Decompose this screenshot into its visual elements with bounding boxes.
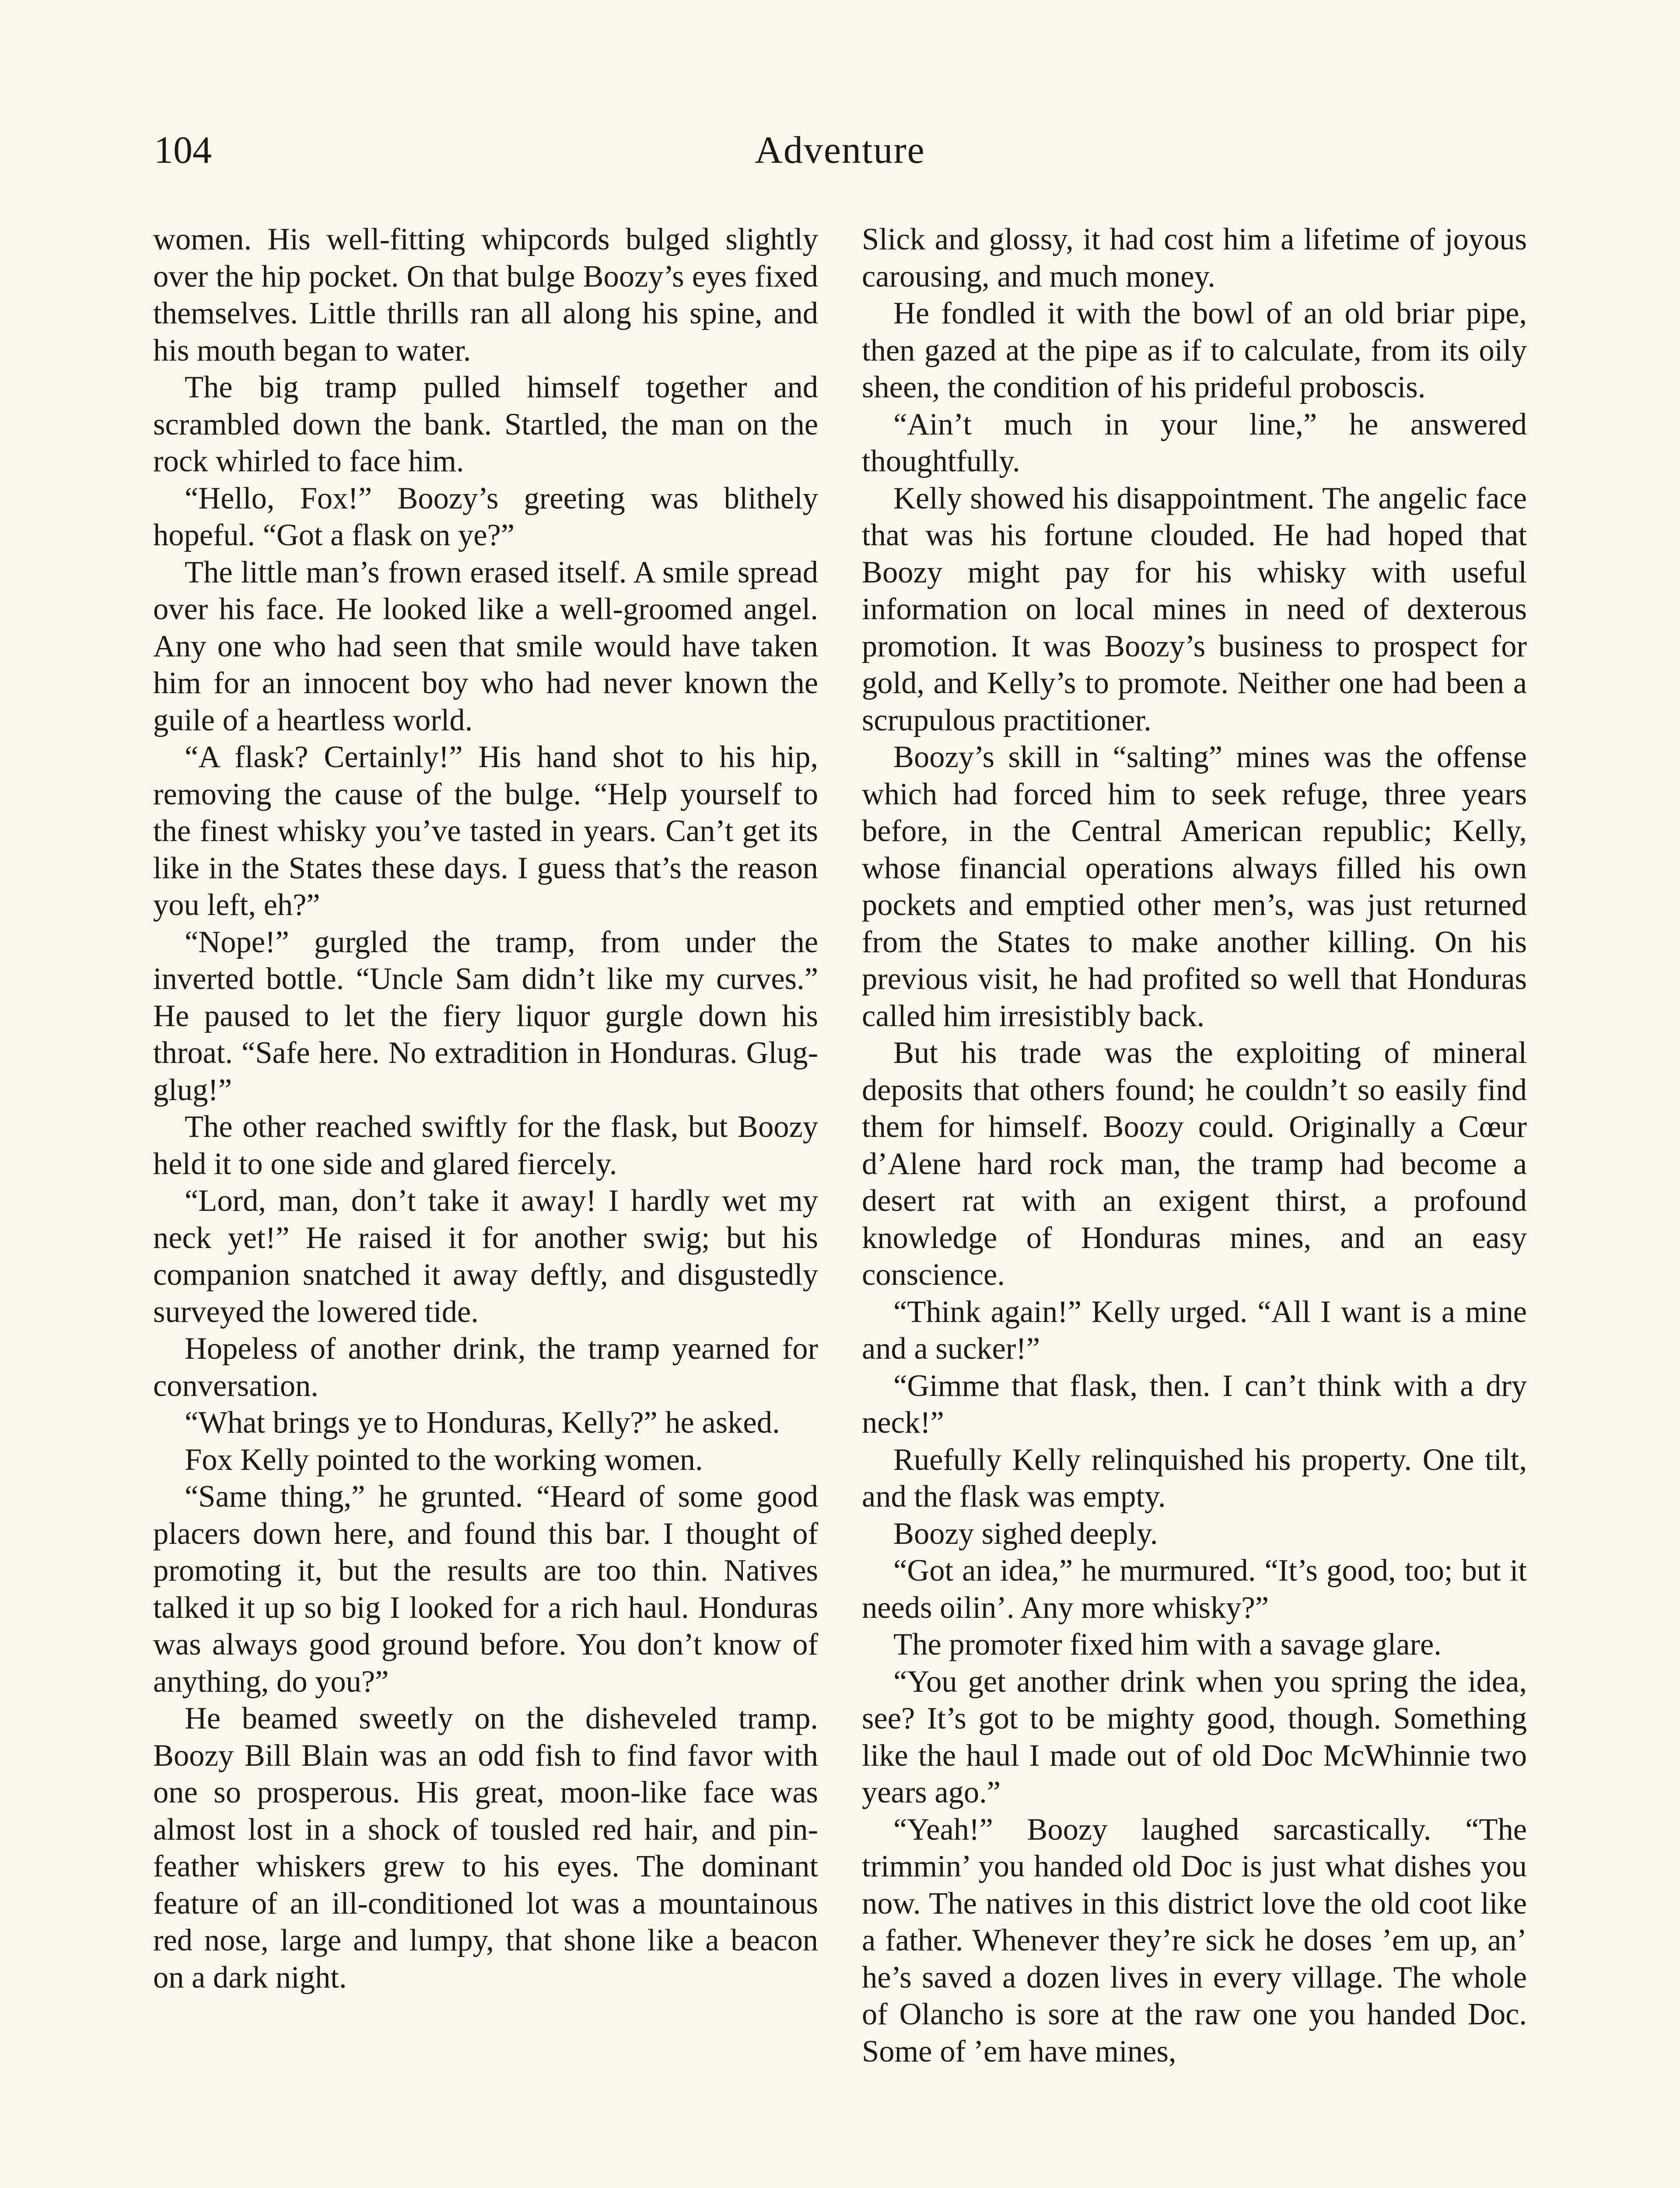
- page-number: 104: [154, 129, 212, 172]
- paragraph: The promoter fixed him with a savage glare.: [893, 1627, 1442, 1662]
- paragraph: Slick and glossy, it had cost him a lifetime of joyous carousing, and much money.: [862, 222, 1527, 294]
- paragraph: The little man’s frown erased itself. A smile spread over his face. He looked like a well-groomed angel. Any one who had seen that smile would have taken him for an innocent boy who had never known the guile of a heartless world.: [153, 555, 818, 737]
- paragraph: “Gimme that flask, then. I can’t think with a dry neck!”: [862, 1368, 1527, 1440]
- paragraph: Kelly showed his disappointment. The angelic face that was his fortune clouded. He had hoped that Boozy might pay for his whisky with useful information on local mines in need of dexterous promotion. It was Boozy’s business to prospect for gold, and Kelly’s to promote. Neither one had been a scrupulous practitioner.: [862, 481, 1527, 737]
- paragraph: Boozy sighed deeply.: [893, 1516, 1158, 1551]
- paragraph: The other reached swiftly for the flask, but Boozy held it to one side and glared fiercely.: [153, 1110, 818, 1181]
- paragraph: “Got an idea,” he murmured. “It’s good, too; but it needs oilin’. Any more whisky?”: [862, 1553, 1527, 1625]
- paragraph: He fondled it with the bowl of an old briar pipe, then gazed at the pipe as if to calculate, from its oily sheen, the condition of his prideful proboscis.: [862, 296, 1527, 404]
- paragraph: Fox Kelly pointed to the working women.: [185, 1442, 703, 1477]
- left-column: [153, 221, 818, 1996]
- paragraph: “Think again!” Kelly urged. “All I want is a mine and a sucker!”: [862, 1294, 1527, 1366]
- paragraph: Boozy’s skill in “salting” mines was the offense which had forced him to seek refuge, three years before, in the Central American republic; Kelly, whose financial operations always filled his own pockets and emptied other men’s, was just returned from the States to make another killing. On his previous visit, he had profited so well that Honduras called him irresistibly back.: [862, 740, 1527, 1033]
- paragraph: “Hello, Fox!” Boozy’s greeting was blithely hopeful. “Got a flask on ye?”: [153, 481, 818, 552]
- paragraph: The big tramp pulled himself together and scrambled down the bank. Startled, the man on the rock whirled to face him.: [153, 370, 818, 478]
- paragraph: Ruefully Kelly relinquished his property. One tilt, and the flask was empty.: [862, 1442, 1527, 1514]
- paragraph: “What brings ye to Honduras, Kelly?” he asked.: [185, 1406, 780, 1440]
- paragraph: “You get another drink when you spring the idea, see? It’s got to be mighty good, though. Something like the haul I made out of old Doc McWhinnie two years ago.”: [862, 1664, 1527, 1809]
- paragraph: “Ain’t much in your line,” he answered thoughtfully.: [862, 407, 1527, 478]
- paragraph: But his trade was the exploiting of mineral deposits that others found; he couldn’t so easily find them for himself. Boozy could. Originally a Cœur d’Alene hard rock man, the tramp had become a desert rat with an exigent thirst, a profound knowledge of Honduras mines, and an easy conscience.: [862, 1036, 1527, 1292]
- paragraph: “Lord, man, don’t take it away! I hardly wet my neck yet!” He raised it for another swig; but his companion snatched it away deftly, and disgustedly surveyed the lowered tide.: [153, 1184, 818, 1329]
- paragraph: “Nope!” gurgled the tramp, from under the inverted bottle. “Uncle Sam didn’t like my curves.” He paused to let the fiery liquor gurgle down his throat. “Safe here. No extradition in Honduras. Glug-glug!”: [153, 925, 818, 1107]
- paragraph: “A flask? Certainly!” His hand shot to his hip, removing the cause of the bulge. “Help yourself to the finest whisky you’ve tasted in years. Can’t get its like in the States these days. I guess that’s the reason you left, eh?”: [153, 740, 818, 922]
- paragraph: “Yeah!” Boozy laughed sarcastically. “The trimmin’ you handed old Doc is just what dishes you now. The natives in this district love the old coot like a father. Whenever they’re sick he doses ’em up, an’ he’s saved a dozen lives in every village. The whole of Olancho is sore at the raw one you handed Doc. Some of ’em have mines,: [862, 1812, 1527, 2069]
- paragraph: He beamed sweetly on the disheveled tramp. Boozy Bill Blain was an odd fish to find favor with one so prosperous. His great, moon-like face was almost lost in a shock of tousled red hair, and pin-feather whiskers grew to his eyes. The dominant feature of an ill-conditioned lot was a mountainous red nose, large and lumpy, that shone like a beacon on a dark night.: [153, 1701, 818, 1995]
- paragraph: “Same thing,” he grunted. “Heard of some good placers down here, and found this bar. I thought of promoting it, but the results are too thin. Natives talked it up so big I looked for a rich haul. Honduras was always good ground before. You don’t know of anything, do you?”: [153, 1480, 818, 1699]
- running-head-title: Adventure: [755, 129, 925, 172]
- right-column: [862, 221, 1527, 2070]
- paragraph: women. His well-fitting whipcords bulged slightly over the hip pocket. On that bulge Boozy’s eyes fixed themselves. Little thrills ran all along his spine, and his mouth began to water.: [153, 222, 818, 368]
- paragraph: Hopeless of another drink, the tramp yearned for conversation.: [153, 1332, 818, 1403]
